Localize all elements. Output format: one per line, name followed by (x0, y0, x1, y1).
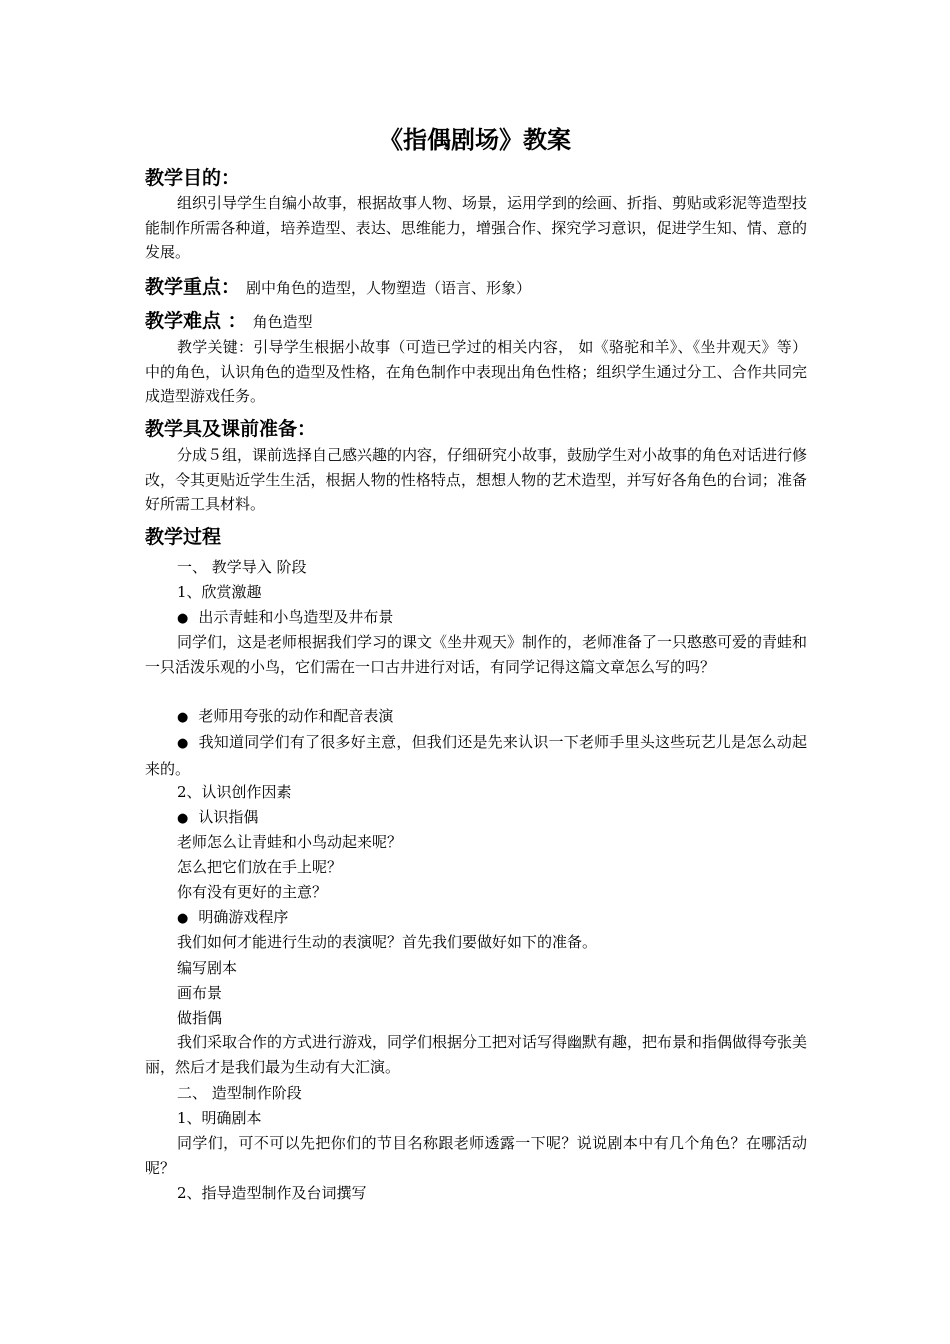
objective-text: 组织引导学生自编小故事，根据故事人物、场景，运用学到的绘画、折指、剪贴或彩泥等造型技能制作所需各种道，培养造型、表达、思维能力，增强合作、探究学习意识，促进学生知、情、意的发展。 (145, 194, 808, 261)
stage-2-item-2: 2、指导造型制作及台词撰写 (177, 1184, 367, 1202)
heading-key-points (145, 272, 531, 299)
bullet-1: ● 出示青蛙和小鸟造型及井布景 (177, 608, 394, 626)
stage-1-item-2: 2、认识创作因素 (177, 783, 292, 801)
bullet-icon: ● (177, 710, 189, 725)
difficulty-text: 角色造型 (252, 313, 313, 331)
difficulty-label: 教学难点 ： (145, 310, 247, 332)
document-title: 《指偶剧场》教案 (379, 125, 571, 154)
key-points-text: 剧中角色的造型，人物塑造（语言、形象） (246, 279, 532, 297)
key-points-label: 教学重点： (145, 276, 241, 298)
heading-preparation: 教学具及课前准备： (145, 418, 317, 440)
heading-objective: 教学目的： (145, 167, 241, 189)
bullet-5: ● 明确游戏程序 (177, 908, 289, 926)
paragraph-1: 同学们，这是老师根据我们学习的课文《坐井观天》制作的，老师准备了一只憨憨可爱的青蛙和一只活泼乐观的小鸟，它们需在一口古井进行对话，有同学记得这篇文章怎么写的吗？ (145, 633, 808, 676)
bullet-icon: ● (177, 811, 189, 826)
bullet-3: ● 我知道同学们有了很多好主意，但我们还是先来认识一下老师手里头这些玩艺儿是怎么动起来的。 (145, 733, 807, 778)
stage-2: 二、 造型制作阶段 (177, 1084, 302, 1102)
paragraph-3: 同学们，可不可以先把你们的节目名称跟老师透露一下呢？说说剧本中有几个角色？在哪活动呢？ (145, 1134, 807, 1177)
stage-1: 一、 教学导入 阶段 (177, 558, 307, 576)
key-text: 教学关键：引导学生根据小故事（可造已学过的相关内容， 如《骆驼和羊》、《坐井观天》等）中的角色，认识角色的造型及性格，在角色制作中表现出角色性格；组织学生通过分工、合作共同完成造型游戏任务。 (145, 338, 807, 405)
preparation-text: 分成５组，课前选择自己感兴趣的内容，仔细研究小故事，鼓励学生对小故事的角色对话进行修改，令其更贴近学生生活，根据人物的性格特点，想想人物的艺术造型，并写好各角色的台词；准备好所需工具材料。 (145, 446, 808, 513)
bullet-2: ● 老师用夸张的动作和配音表演 (177, 707, 394, 725)
question-2: 怎么把它们放在手上呢？ (177, 858, 343, 876)
prep-item-3: 做指偶 (177, 1009, 223, 1027)
stage-1-item-1: 1、欣赏激趣 (177, 583, 262, 601)
bullet-icon: ● (177, 911, 189, 926)
question-3: 你有没有更好的主意？ (177, 883, 328, 901)
bullet-4: ● 认识指偶 (177, 808, 259, 826)
stage-2-item-1: 1、明确剧本 (177, 1109, 262, 1127)
question-1: 老师怎么让青蛙和小鸟动起来呢？ (177, 833, 403, 851)
prep-item-2: 画布景 (177, 984, 223, 1002)
heading-process: 教学过程 (145, 526, 222, 548)
bullet-icon: ● (177, 611, 189, 626)
question-4: 我们如何才能进行生动的表演呢？首先我们要做好如下的准备。 (177, 933, 598, 951)
prep-item-1: 编写剧本 (177, 959, 238, 977)
bullet-icon: ● (177, 736, 189, 751)
heading-difficulty (145, 306, 313, 333)
paragraph-2: 我们采取合作的方式进行游戏，同学们根据分工把对话写得幽默有趣，把布景和指偶做得夸张美丽，然后才是我们最为生动有大汇演。 (145, 1033, 808, 1076)
